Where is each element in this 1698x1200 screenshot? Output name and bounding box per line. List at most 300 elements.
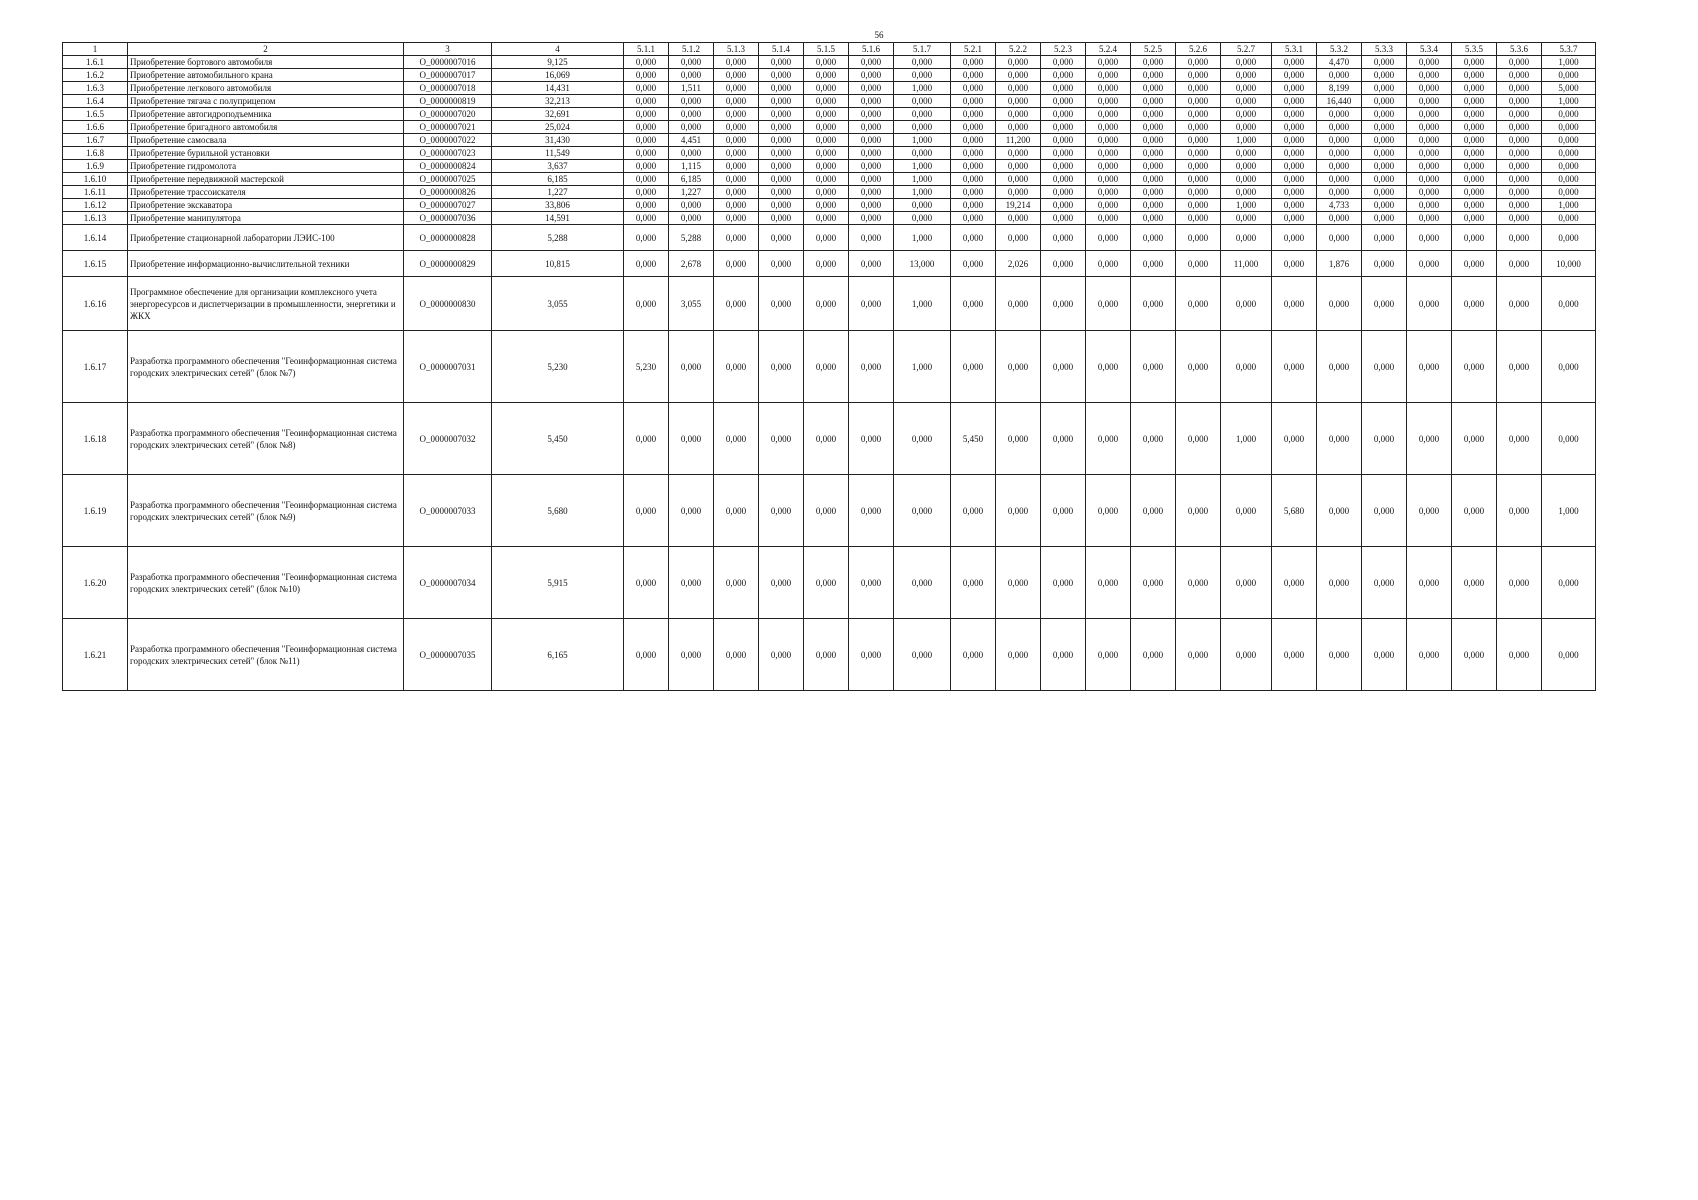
indicator-value-cell: 0,000 <box>804 199 849 212</box>
indicator-value-cell: 0,000 <box>759 475 804 547</box>
indicator-value-cell: 0,000 <box>1176 251 1221 277</box>
indicator-value-cell: 0,000 <box>1086 225 1131 251</box>
indicator-value-cell: 0,000 <box>714 82 759 95</box>
indicator-value-cell: 1,000 <box>1542 199 1596 212</box>
indicator-value-cell: 0,000 <box>1221 186 1272 199</box>
indicator-value-cell: 0,000 <box>1041 475 1086 547</box>
table-row <box>63 121 1596 134</box>
indicator-value-cell: 0,000 <box>669 56 714 69</box>
indicator-value-cell: 0,000 <box>1272 199 1317 212</box>
total-value-cell: 14,431 <box>492 82 624 95</box>
indicator-value-cell: 0,000 <box>1221 173 1272 186</box>
total-value-cell: 25,024 <box>492 121 624 134</box>
total-value-cell: 1,227 <box>492 186 624 199</box>
indicator-value-cell: 0,000 <box>996 277 1041 331</box>
indicator-value-cell: 0,000 <box>624 186 669 199</box>
item-number-cell: 1.6.11 <box>63 186 128 199</box>
indicator-value-cell: 0,000 <box>1086 56 1131 69</box>
indicator-value-cell: 0,000 <box>996 160 1041 173</box>
indicator-value-cell: 0,000 <box>894 69 951 82</box>
indicator-value-cell: 0,000 <box>1452 277 1497 331</box>
item-name-cell: Приобретение экскаватора <box>128 199 404 212</box>
item-number-cell: 1.6.10 <box>63 173 128 186</box>
indicator-value-cell: 1,000 <box>894 186 951 199</box>
indicator-value-cell: 0,000 <box>1497 619 1542 691</box>
indicator-value-cell: 0,000 <box>951 619 996 691</box>
indicator-value-cell: 5,288 <box>669 225 714 251</box>
indicator-value-cell: 0,000 <box>1362 251 1407 277</box>
item-name-cell: Программное обеспечение для организации комплексного учета энергоресурсов и диспетчеризации в промышленности, энергетики и ЖКХ <box>128 277 404 331</box>
table-row <box>63 619 1596 691</box>
item-number-cell: 1.6.12 <box>63 199 128 212</box>
indicator-value-cell: 2,026 <box>996 251 1041 277</box>
indicator-value-cell: 0,000 <box>1362 403 1407 475</box>
indicator-value-cell: 0,000 <box>894 108 951 121</box>
indicator-value-cell: 0,000 <box>624 82 669 95</box>
indicator-value-cell: 0,000 <box>1086 547 1131 619</box>
indicator-value-cell: 0,000 <box>669 95 714 108</box>
indicator-value-cell: 0,000 <box>1221 212 1272 225</box>
indicator-value-cell: 0,000 <box>951 212 996 225</box>
indicator-value-cell: 0,000 <box>1272 173 1317 186</box>
indicator-value-cell: 0,000 <box>714 212 759 225</box>
column-number-cell: 5.3.2 <box>1317 43 1362 56</box>
indicator-value-cell: 0,000 <box>669 199 714 212</box>
total-value-cell: 3,637 <box>492 160 624 173</box>
indicator-value-cell: 1,000 <box>894 160 951 173</box>
column-number-cell: 5.2.2 <box>996 43 1041 56</box>
total-value-cell: 33,806 <box>492 199 624 212</box>
indicator-value-cell: 0,000 <box>894 199 951 212</box>
indicator-value-cell: 0,000 <box>894 403 951 475</box>
indicator-value-cell: 0,000 <box>951 225 996 251</box>
indicator-value-cell: 0,000 <box>714 95 759 108</box>
indicator-value-cell: 0,000 <box>1131 186 1176 199</box>
column-number-cell: 5.2.6 <box>1176 43 1221 56</box>
item-number-cell: 1.6.21 <box>63 619 128 691</box>
indicator-value-cell: 0,000 <box>1317 225 1362 251</box>
indicator-value-cell: 0,000 <box>1362 277 1407 331</box>
indicator-value-cell: 0,000 <box>849 475 894 547</box>
indicator-value-cell: 0,000 <box>669 121 714 134</box>
indicator-value-cell: 0,000 <box>1497 121 1542 134</box>
indicator-value-cell: 1,000 <box>894 225 951 251</box>
column-number-cell: 5.1.7 <box>894 43 951 56</box>
indicator-value-cell: 0,000 <box>1272 95 1317 108</box>
indicator-value-cell: 0,000 <box>1176 186 1221 199</box>
item-name-cell: Разработка программного обеспечения "Геоинформационная система городских электрических сетей" (блок №8) <box>128 403 404 475</box>
indicator-value-cell: 0,000 <box>1452 56 1497 69</box>
indicator-value-cell: 0,000 <box>759 277 804 331</box>
indicator-value-cell: 0,000 <box>1086 277 1131 331</box>
indicator-value-cell: 0,000 <box>1452 619 1497 691</box>
indicator-value-cell: 0,000 <box>804 56 849 69</box>
indicator-value-cell: 0,000 <box>1221 160 1272 173</box>
indicator-value-cell: 0,000 <box>1221 277 1272 331</box>
indicator-value-cell: 0,000 <box>1221 69 1272 82</box>
indicator-value-cell: 0,000 <box>1131 251 1176 277</box>
item-number-cell: 1.6.6 <box>63 121 128 134</box>
indicator-value-cell: 0,000 <box>804 121 849 134</box>
indicator-value-cell: 0,000 <box>1317 212 1362 225</box>
indicator-value-cell: 0,000 <box>1542 69 1596 82</box>
indicator-value-cell: 0,000 <box>1131 277 1176 331</box>
indicator-value-cell: 0,000 <box>951 147 996 160</box>
indicator-value-cell: 0,000 <box>951 134 996 147</box>
indicator-value-cell: 0,000 <box>1362 173 1407 186</box>
indicator-value-cell: 0,000 <box>624 547 669 619</box>
indicator-value-cell: 0,000 <box>804 331 849 403</box>
column-number-cell: 5.3.5 <box>1452 43 1497 56</box>
indicator-value-cell: 0,000 <box>1041 547 1086 619</box>
indicator-value-cell: 0,000 <box>1041 277 1086 331</box>
indicator-value-cell: 0,000 <box>996 173 1041 186</box>
indicator-value-cell: 0,000 <box>1221 619 1272 691</box>
indicator-value-cell: 0,000 <box>1272 225 1317 251</box>
indicator-value-cell: 0,000 <box>804 547 849 619</box>
table-row <box>63 199 1596 212</box>
indicator-value-cell: 0,000 <box>996 121 1041 134</box>
indicator-value-cell: 0,000 <box>951 186 996 199</box>
indicator-value-cell: 0,000 <box>1362 186 1407 199</box>
indicator-value-cell: 1,000 <box>894 173 951 186</box>
indicator-value-cell: 0,000 <box>759 547 804 619</box>
indicator-value-cell: 0,000 <box>714 225 759 251</box>
item-number-cell: 1.6.9 <box>63 160 128 173</box>
indicator-value-cell: 0,000 <box>1041 331 1086 403</box>
indicator-value-cell: 0,000 <box>1362 212 1407 225</box>
indicator-value-cell: 0,000 <box>1407 69 1452 82</box>
item-name-cell: Приобретение информационно-вычислительной техники <box>128 251 404 277</box>
indicator-value-cell: 0,000 <box>1131 95 1176 108</box>
column-number-cell: 3 <box>404 43 492 56</box>
indicator-value-cell: 0,000 <box>1542 121 1596 134</box>
indicator-value-cell: 0,000 <box>849 121 894 134</box>
project-code-cell: О_0000000830 <box>404 277 492 331</box>
item-number-cell: 1.6.16 <box>63 277 128 331</box>
indicator-value-cell: 0,000 <box>714 475 759 547</box>
indicator-value-cell: 0,000 <box>804 160 849 173</box>
indicator-value-cell: 1,000 <box>1221 403 1272 475</box>
total-value-cell: 9,125 <box>492 56 624 69</box>
indicator-value-cell: 1,227 <box>669 186 714 199</box>
indicator-value-cell: 0,000 <box>1221 82 1272 95</box>
indicator-value-cell: 0,000 <box>669 547 714 619</box>
total-value-cell: 5,915 <box>492 547 624 619</box>
item-name-cell: Приобретение автогидроподъемника <box>128 108 404 121</box>
project-code-cell: О_0000007035 <box>404 619 492 691</box>
item-name-cell: Приобретение манипулятора <box>128 212 404 225</box>
indicator-value-cell: 0,000 <box>996 225 1041 251</box>
table-row <box>63 225 1596 251</box>
indicator-value-cell: 0,000 <box>1176 95 1221 108</box>
indicator-value-cell: 0,000 <box>1452 108 1497 121</box>
indicator-value-cell: 0,000 <box>1041 108 1086 121</box>
indicator-value-cell: 0,000 <box>759 173 804 186</box>
indicator-value-cell: 0,000 <box>1176 225 1221 251</box>
indicator-value-cell: 0,000 <box>759 95 804 108</box>
item-name-cell: Приобретение тягача с полуприцепом <box>128 95 404 108</box>
indicator-value-cell: 0,000 <box>1086 134 1131 147</box>
indicator-value-cell: 0,000 <box>1272 134 1317 147</box>
indicator-value-cell: 0,000 <box>1086 403 1131 475</box>
item-number-cell: 1.6.2 <box>63 69 128 82</box>
indicator-value-cell: 0,000 <box>1221 121 1272 134</box>
indicator-value-cell: 0,000 <box>1362 225 1407 251</box>
indicator-value-cell: 0,000 <box>759 108 804 121</box>
indicator-value-cell: 1,000 <box>1542 95 1596 108</box>
project-code-cell: О_0000007025 <box>404 173 492 186</box>
indicator-value-cell: 0,000 <box>804 619 849 691</box>
indicator-value-cell: 11,000 <box>1221 251 1272 277</box>
indicator-value-cell: 0,000 <box>1041 186 1086 199</box>
indicator-value-cell: 0,000 <box>1452 82 1497 95</box>
indicator-value-cell: 0,000 <box>1452 186 1497 199</box>
column-number-cell: 5.3.1 <box>1272 43 1317 56</box>
indicator-value-cell: 0,000 <box>1131 475 1176 547</box>
indicator-value-cell: 0,000 <box>894 547 951 619</box>
table-row <box>63 212 1596 225</box>
indicator-value-cell: 0,000 <box>1452 173 1497 186</box>
indicator-value-cell: 0,000 <box>1272 619 1317 691</box>
indicator-value-cell: 0,000 <box>624 277 669 331</box>
indicator-value-cell: 0,000 <box>1176 147 1221 160</box>
indicator-value-cell: 0,000 <box>1407 277 1452 331</box>
indicator-value-cell: 0,000 <box>1131 199 1176 212</box>
total-value-cell: 6,185 <box>492 173 624 186</box>
indicator-value-cell: 0,000 <box>1317 147 1362 160</box>
indicator-value-cell: 0,000 <box>1497 173 1542 186</box>
indicator-value-cell: 10,000 <box>1542 251 1596 277</box>
indicator-value-cell: 0,000 <box>759 619 804 691</box>
indicator-value-cell: 0,000 <box>714 173 759 186</box>
project-code-cell: О_0000007018 <box>404 82 492 95</box>
indicator-value-cell: 0,000 <box>894 212 951 225</box>
indicator-value-cell: 1,000 <box>1221 134 1272 147</box>
indicator-value-cell: 0,000 <box>849 69 894 82</box>
table-row <box>63 186 1596 199</box>
indicator-value-cell: 0,000 <box>1086 69 1131 82</box>
indicator-value-cell: 0,000 <box>1041 160 1086 173</box>
project-code-cell: О_0000007023 <box>404 147 492 160</box>
indicator-value-cell: 0,000 <box>759 212 804 225</box>
indicator-value-cell: 0,000 <box>996 95 1041 108</box>
indicator-value-cell: 0,000 <box>1407 108 1452 121</box>
indicator-value-cell: 0,000 <box>1176 160 1221 173</box>
indicator-value-cell: 0,000 <box>624 134 669 147</box>
column-number-cell: 1 <box>63 43 128 56</box>
indicator-value-cell: 0,000 <box>849 186 894 199</box>
column-number-cell: 5.2.7 <box>1221 43 1272 56</box>
indicator-value-cell: 0,000 <box>1272 277 1317 331</box>
indicator-value-cell: 0,000 <box>849 82 894 95</box>
indicator-value-cell: 0,000 <box>1452 134 1497 147</box>
indicator-value-cell: 0,000 <box>1041 403 1086 475</box>
indicator-value-cell: 0,000 <box>759 251 804 277</box>
indicator-value-cell: 0,000 <box>1452 95 1497 108</box>
indicator-value-cell: 0,000 <box>996 147 1041 160</box>
item-number-cell: 1.6.19 <box>63 475 128 547</box>
item-number-cell: 1.6.14 <box>63 225 128 251</box>
item-name-cell: Приобретение легкового автомобиля <box>128 82 404 95</box>
column-number-cell: 5.1.3 <box>714 43 759 56</box>
indicator-value-cell: 0,000 <box>1131 82 1176 95</box>
indicator-value-cell: 0,000 <box>1041 134 1086 147</box>
indicator-value-cell: 0,000 <box>951 95 996 108</box>
indicator-value-cell: 5,680 <box>1272 475 1317 547</box>
indicator-value-cell: 0,000 <box>1176 108 1221 121</box>
indicator-value-cell: 0,000 <box>1272 251 1317 277</box>
indicator-value-cell: 0,000 <box>1497 82 1542 95</box>
indicator-value-cell: 0,000 <box>1452 403 1497 475</box>
indicator-value-cell: 0,000 <box>1317 277 1362 331</box>
indicator-value-cell: 0,000 <box>951 331 996 403</box>
item-number-cell: 1.6.5 <box>63 108 128 121</box>
indicator-value-cell: 0,000 <box>849 619 894 691</box>
indicator-value-cell: 0,000 <box>894 475 951 547</box>
indicator-value-cell: 0,000 <box>1041 619 1086 691</box>
indicator-value-cell: 0,000 <box>1272 186 1317 199</box>
column-number-cell: 5.3.6 <box>1497 43 1542 56</box>
indicator-value-cell: 0,000 <box>1131 403 1176 475</box>
indicator-value-cell: 0,000 <box>1041 147 1086 160</box>
indicator-value-cell: 0,000 <box>1176 403 1221 475</box>
table-row <box>63 160 1596 173</box>
indicator-value-cell: 0,000 <box>1317 475 1362 547</box>
indicator-value-cell: 0,000 <box>849 160 894 173</box>
indicator-value-cell: 0,000 <box>849 547 894 619</box>
indicator-value-cell: 0,000 <box>1542 173 1596 186</box>
indicator-value-cell: 0,000 <box>951 277 996 331</box>
indicator-value-cell: 1,000 <box>1221 199 1272 212</box>
indicator-value-cell: 0,000 <box>894 56 951 69</box>
indicator-value-cell: 1,511 <box>669 82 714 95</box>
indicator-value-cell: 0,000 <box>894 95 951 108</box>
indicator-value-cell: 0,000 <box>759 225 804 251</box>
project-code-cell: О_0000007031 <box>404 331 492 403</box>
indicator-value-cell: 0,000 <box>714 199 759 212</box>
column-number-cell: 5.1.4 <box>759 43 804 56</box>
indicator-value-cell: 0,000 <box>1497 69 1542 82</box>
indicator-value-cell: 0,000 <box>1362 199 1407 212</box>
indicator-value-cell: 0,000 <box>624 160 669 173</box>
indicator-value-cell: 0,000 <box>1041 225 1086 251</box>
indicator-value-cell: 0,000 <box>951 69 996 82</box>
indicator-value-cell: 0,000 <box>669 108 714 121</box>
total-value-cell: 5,230 <box>492 331 624 403</box>
indicator-value-cell: 5,000 <box>1542 82 1596 95</box>
indicator-value-cell: 0,000 <box>951 108 996 121</box>
indicator-value-cell: 0,000 <box>1272 121 1317 134</box>
total-value-cell: 10,815 <box>492 251 624 277</box>
indicator-value-cell: 0,000 <box>849 277 894 331</box>
indicator-value-cell: 0,000 <box>1452 160 1497 173</box>
item-name-cell: Приобретение бригадного автомобиля <box>128 121 404 134</box>
table-row <box>63 331 1596 403</box>
indicator-value-cell: 0,000 <box>1452 475 1497 547</box>
indicator-value-cell: 0,000 <box>624 225 669 251</box>
indicator-value-cell: 0,000 <box>1497 186 1542 199</box>
indicator-value-cell: 0,000 <box>1497 147 1542 160</box>
indicator-value-cell: 0,000 <box>996 547 1041 619</box>
indicator-value-cell: 0,000 <box>1041 212 1086 225</box>
indicator-value-cell: 0,000 <box>1086 121 1131 134</box>
indicator-value-cell: 0,000 <box>1272 82 1317 95</box>
indicator-value-cell: 0,000 <box>714 331 759 403</box>
indicator-value-cell: 0,000 <box>624 121 669 134</box>
indicator-value-cell: 0,000 <box>1041 121 1086 134</box>
indicator-value-cell: 19,214 <box>996 199 1041 212</box>
item-number-cell: 1.6.3 <box>63 82 128 95</box>
indicator-value-cell: 0,000 <box>996 403 1041 475</box>
indicator-value-cell: 0,000 <box>1086 95 1131 108</box>
project-code-cell: О_0000007016 <box>404 56 492 69</box>
indicator-value-cell: 0,000 <box>951 121 996 134</box>
total-value-cell: 5,450 <box>492 403 624 475</box>
indicator-value-cell: 1,000 <box>1542 475 1596 547</box>
column-number-cell: 5.2.1 <box>951 43 996 56</box>
indicator-value-cell: 0,000 <box>1542 134 1596 147</box>
indicator-value-cell: 0,000 <box>624 108 669 121</box>
indicator-value-cell: 0,000 <box>1086 82 1131 95</box>
indicator-value-cell: 0,000 <box>1176 82 1221 95</box>
item-name-cell: Приобретение передвижной мастерской <box>128 173 404 186</box>
indicator-value-cell: 0,000 <box>1131 160 1176 173</box>
indicator-value-cell: 0,000 <box>1086 199 1131 212</box>
item-number-cell: 1.6.4 <box>63 95 128 108</box>
indicator-value-cell: 0,000 <box>759 199 804 212</box>
indicator-value-cell: 0,000 <box>1362 108 1407 121</box>
indicator-value-cell: 0,000 <box>1131 121 1176 134</box>
item-number-cell: 1.6.8 <box>63 147 128 160</box>
indicator-value-cell: 0,000 <box>1362 331 1407 403</box>
item-name-cell: Приобретение бортового автомобиля <box>128 56 404 69</box>
indicator-value-cell: 0,000 <box>1131 331 1176 403</box>
indicator-value-cell: 1,000 <box>894 134 951 147</box>
item-name-cell: Приобретение автомобильного крана <box>128 69 404 82</box>
total-value-cell: 6,165 <box>492 619 624 691</box>
indicator-value-cell: 0,000 <box>1452 199 1497 212</box>
indicator-value-cell: 0,000 <box>714 147 759 160</box>
indicator-value-cell: 0,000 <box>804 403 849 475</box>
indicator-value-cell: 0,000 <box>714 160 759 173</box>
indicator-value-cell: 3,055 <box>669 277 714 331</box>
total-value-cell: 32,213 <box>492 95 624 108</box>
indicator-value-cell: 0,000 <box>1362 134 1407 147</box>
indicator-value-cell: 0,000 <box>714 134 759 147</box>
indicator-value-cell: 0,000 <box>714 619 759 691</box>
table-row <box>63 82 1596 95</box>
indicator-value-cell: 0,000 <box>804 212 849 225</box>
indicator-value-cell: 0,000 <box>759 56 804 69</box>
indicator-value-cell: 0,000 <box>1131 225 1176 251</box>
indicator-value-cell: 0,000 <box>849 173 894 186</box>
indicator-value-cell: 0,000 <box>951 56 996 69</box>
indicator-value-cell: 0,000 <box>714 403 759 475</box>
indicator-value-cell: 0,000 <box>1317 331 1362 403</box>
indicator-value-cell: 0,000 <box>849 134 894 147</box>
indicator-value-cell: 0,000 <box>1497 199 1542 212</box>
indicator-value-cell: 0,000 <box>804 251 849 277</box>
indicator-value-cell: 0,000 <box>1176 173 1221 186</box>
indicator-value-cell: 0,000 <box>1086 147 1131 160</box>
project-code-cell: О_0000000826 <box>404 186 492 199</box>
item-number-cell: 1.6.18 <box>63 403 128 475</box>
indicator-value-cell: 0,000 <box>714 56 759 69</box>
project-code-cell: О_0000007033 <box>404 475 492 547</box>
indicator-value-cell: 0,000 <box>1407 403 1452 475</box>
indicator-value-cell: 0,000 <box>849 95 894 108</box>
